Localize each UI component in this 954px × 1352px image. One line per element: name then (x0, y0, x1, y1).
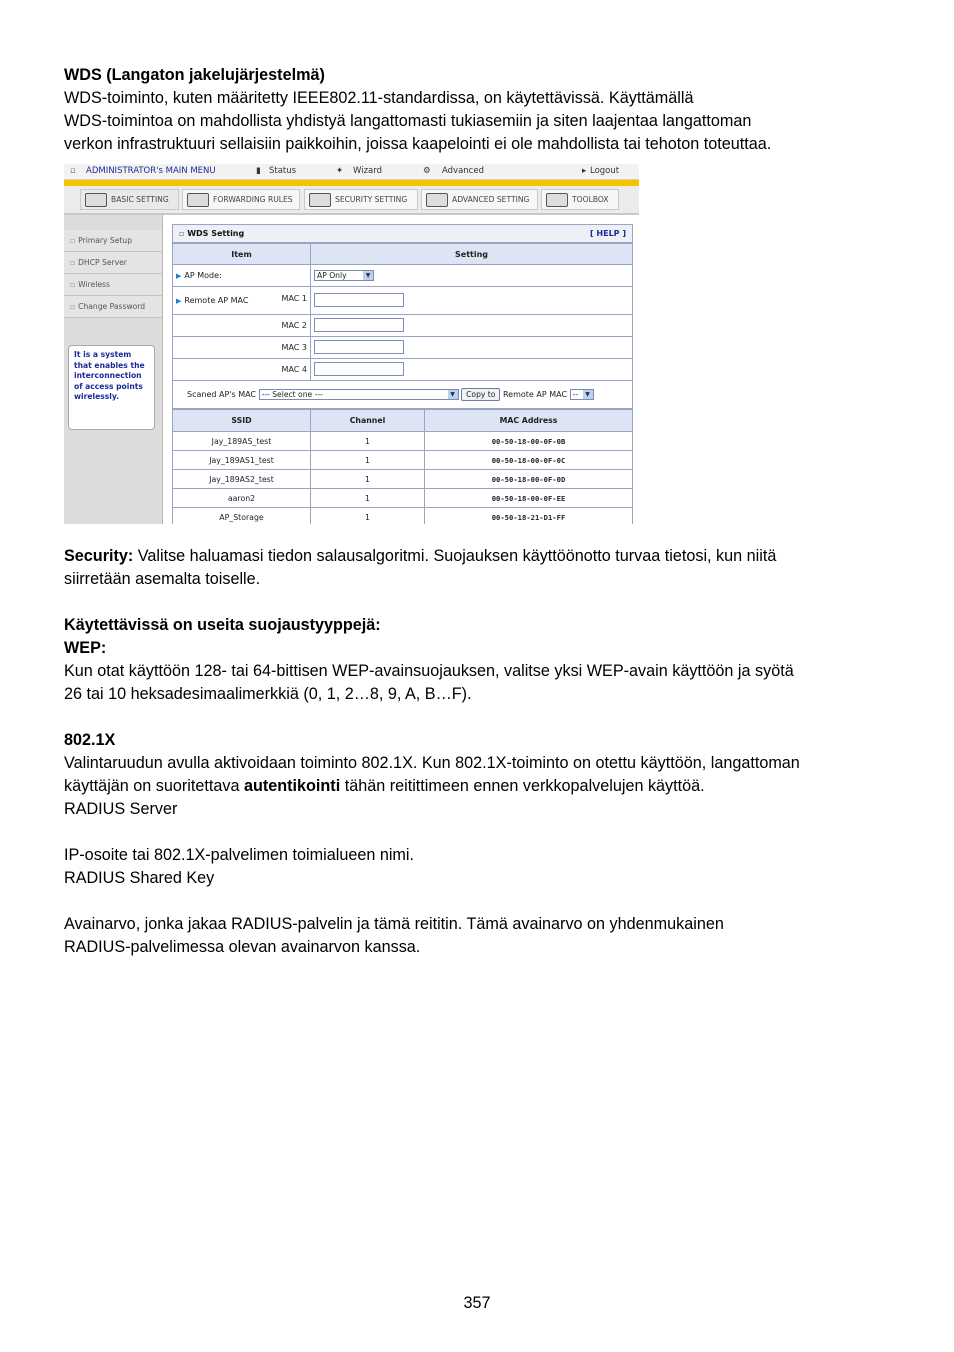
mac4-label: MAC 4 (173, 359, 311, 381)
advanced-link[interactable]: Advanced (442, 166, 484, 176)
col-channel: Channel (311, 410, 425, 432)
status-link[interactable]: Status (269, 166, 297, 176)
help-link[interactable]: [ HELP ] (589, 229, 626, 238)
panel-title-icon: ▫ (179, 229, 185, 238)
sidebar-item-dhcp-server[interactable]: ▫ DHCP Server (64, 252, 162, 274)
page-number: 357 (463, 1294, 491, 1312)
wizard-link[interactable]: Wizard (353, 166, 382, 176)
remote-ap-mac-label-2: Remote AP MAC (502, 390, 568, 399)
mac1-label: MAC 1 (281, 294, 307, 303)
mac1-input[interactable] (314, 293, 404, 307)
table-row[interactable]: Jay_189AS1_test 1 00-50-18-00-0F-0C (173, 451, 633, 470)
advanced-setting-icon (426, 193, 448, 207)
wds-line-2: WDS-toimintoa on mahdollista yhdistyä langattomasti tukiasemiin ja siten laajentaa langattoman (64, 112, 752, 130)
mac2-input[interactable] (314, 318, 404, 332)
router-topbar (64, 164, 639, 180)
copy-to-button[interactable]: Copy to (461, 388, 500, 401)
sidebar-item-change-password[interactable]: ▫ Change Password (64, 296, 162, 318)
wds-line-3: verkon infrastruktuuri sellaisiin paikkoihin, joissa kaapelointi ei ole mahdollista tai tehoton toteuttaa. (64, 135, 772, 153)
wep-heading: WEP: (64, 639, 107, 657)
router-sidebar (64, 215, 163, 524)
basic-setting-icon (85, 193, 107, 207)
table-row[interactable]: Jay_189AS_test 1 00-50-18-00-0F-0B (173, 432, 633, 451)
document-body-lower (64, 545, 894, 959)
wep-line-1: Kun otat käyttöön 128- tai 64-bittisen WEP-avainsuojauksen, valitse yksi WEP-avain käyttöön ja syötä (64, 662, 794, 680)
document-body (64, 64, 894, 156)
radius-server-label: RADIUS Server (64, 800, 178, 818)
toolbox-icon (546, 193, 568, 207)
tab-security-setting[interactable]: SECURITY SETTING (304, 189, 418, 210)
radius-key-desc-1: Avainarvo, jonka jakaa RADIUS-palvelin ja tämä reititin. Tämä avainarvo on yhdenmukainen (64, 915, 724, 933)
wep-line-2: 26 tai 10 heksadesimaalimerkkiä (0, 1, 2…8, 9, A, B…F). (64, 685, 472, 703)
security-setting-icon (309, 193, 331, 207)
status-icon: ▮ (256, 166, 261, 176)
dot1x-line-2: käyttäjän on suoritettava autentikointi tähän reitittimeen ennen verkkopalvelujen käyttöä. (64, 777, 705, 795)
ap-mode-select[interactable]: AP Only ▼ (314, 270, 374, 281)
scanned-ap-table (172, 409, 633, 524)
radius-key-desc-2: RADIUS-palvelimessa olevan avainarvon kanssa. (64, 938, 421, 956)
table-row[interactable]: aaron2 1 00-50-18-00-0F-EE (173, 489, 633, 508)
col-ssid: SSID (173, 410, 311, 432)
chevron-down-icon: ▼ (583, 390, 593, 399)
security-paragraph: Security: Valitse haluamasi tiedon salausalgoritmi. Suojauksen käyttöönotto turvaa tietosi, kun niitä (64, 547, 777, 565)
tab-advanced-setting[interactable]: ADVANCED SETTING (421, 189, 538, 210)
tab-toolbox[interactable]: TOOLBOX (541, 189, 619, 210)
main-menu-link[interactable]: ADMINISTRATOR's MAIN MENU (86, 166, 216, 176)
radius-server-desc: IP-osoite tai 802.1X-palvelimen toimialueen nimi. (64, 846, 415, 864)
sidebar-item-wireless[interactable]: ▫ Wireless (64, 274, 162, 296)
sidebar-item-primary-setup[interactable]: ▫ Primary Setup (64, 230, 162, 252)
col-mac-address: MAC Address (425, 410, 633, 432)
logout-arrow-icon: ▸ (582, 166, 587, 176)
router-ui-screenshot (64, 164, 639, 524)
mac2-label: MAC 2 (173, 315, 311, 337)
remote-ap-select[interactable]: -- ▼ (570, 389, 594, 400)
advanced-icon: ⚙ (423, 166, 431, 176)
dot1x-line-1: Valintaruudun avulla aktivoidaan toiminto 802.1X. Kun 802.1X-toiminto on otettu käyttöön, langattoman (64, 754, 800, 772)
logout-link[interactable]: Logout (590, 166, 620, 176)
mac3-input[interactable] (314, 340, 404, 354)
wds-heading: WDS (Langaton jakelujärjestelmä) (64, 66, 325, 84)
router-tabs (64, 186, 639, 215)
table-row[interactable]: AP_Storage 1 00-50-18-21-D1-FF (173, 508, 633, 525)
dot1x-heading: 802.1X (64, 731, 116, 749)
tab-basic-setting[interactable]: BASIC SETTING (80, 189, 179, 210)
radius-key-label: RADIUS Shared Key (64, 869, 215, 887)
wds-line-1: WDS-toiminto, kuten määritetty IEEE802.11-standardissa, on käytettävissä. Käyttämällä (64, 89, 694, 107)
panel-header (172, 224, 633, 243)
menu-icon: ▫ (70, 166, 76, 176)
remote-ap-mac-label: Remote AP MAC (184, 296, 249, 305)
wds-setting-panel (172, 224, 633, 524)
scanned-ap-select[interactable]: --- Select one --- ▼ (259, 389, 459, 400)
tab-forwarding-rules[interactable]: FORWARDING RULES (182, 189, 300, 210)
wizard-icon: ✦ (336, 166, 344, 176)
scanned-ap-label: Scaned AP's MAC (187, 390, 257, 399)
wds-settings-table: Item Setting ▶ AP Mode: AP Only ▼ ▶ Remote AP MAC MAC 1 MAC 2 MAC 3 MAC 4 Scaned AP's MAC --- Select one --- ▼ Copy to Remote AP MAC -- ▼ (172, 243, 633, 409)
forwarding-rules-icon (187, 193, 209, 207)
chevron-down-icon: ▼ (448, 390, 458, 399)
security-types-heading: Käytettävissä on useita suojaustyyppejä: (64, 616, 381, 634)
security-line-2: siirretään asemalta toiselle. (64, 570, 261, 588)
mac3-label: MAC 3 (173, 337, 311, 359)
ap-mode-label: ▶ AP Mode: (173, 265, 311, 287)
table-row[interactable]: Jay_189AS2_test 1 00-50-18-00-0F-0D (173, 470, 633, 489)
panel-title: ▫ WDS Setting (179, 229, 245, 238)
col-setting: Setting (311, 244, 633, 265)
sidebar-help-box: It is a system that enables the interconnection of access points wirelessly. (68, 345, 155, 430)
mac4-input[interactable] (314, 362, 404, 376)
col-item: Item (173, 244, 311, 265)
chevron-down-icon: ▼ (363, 271, 373, 280)
